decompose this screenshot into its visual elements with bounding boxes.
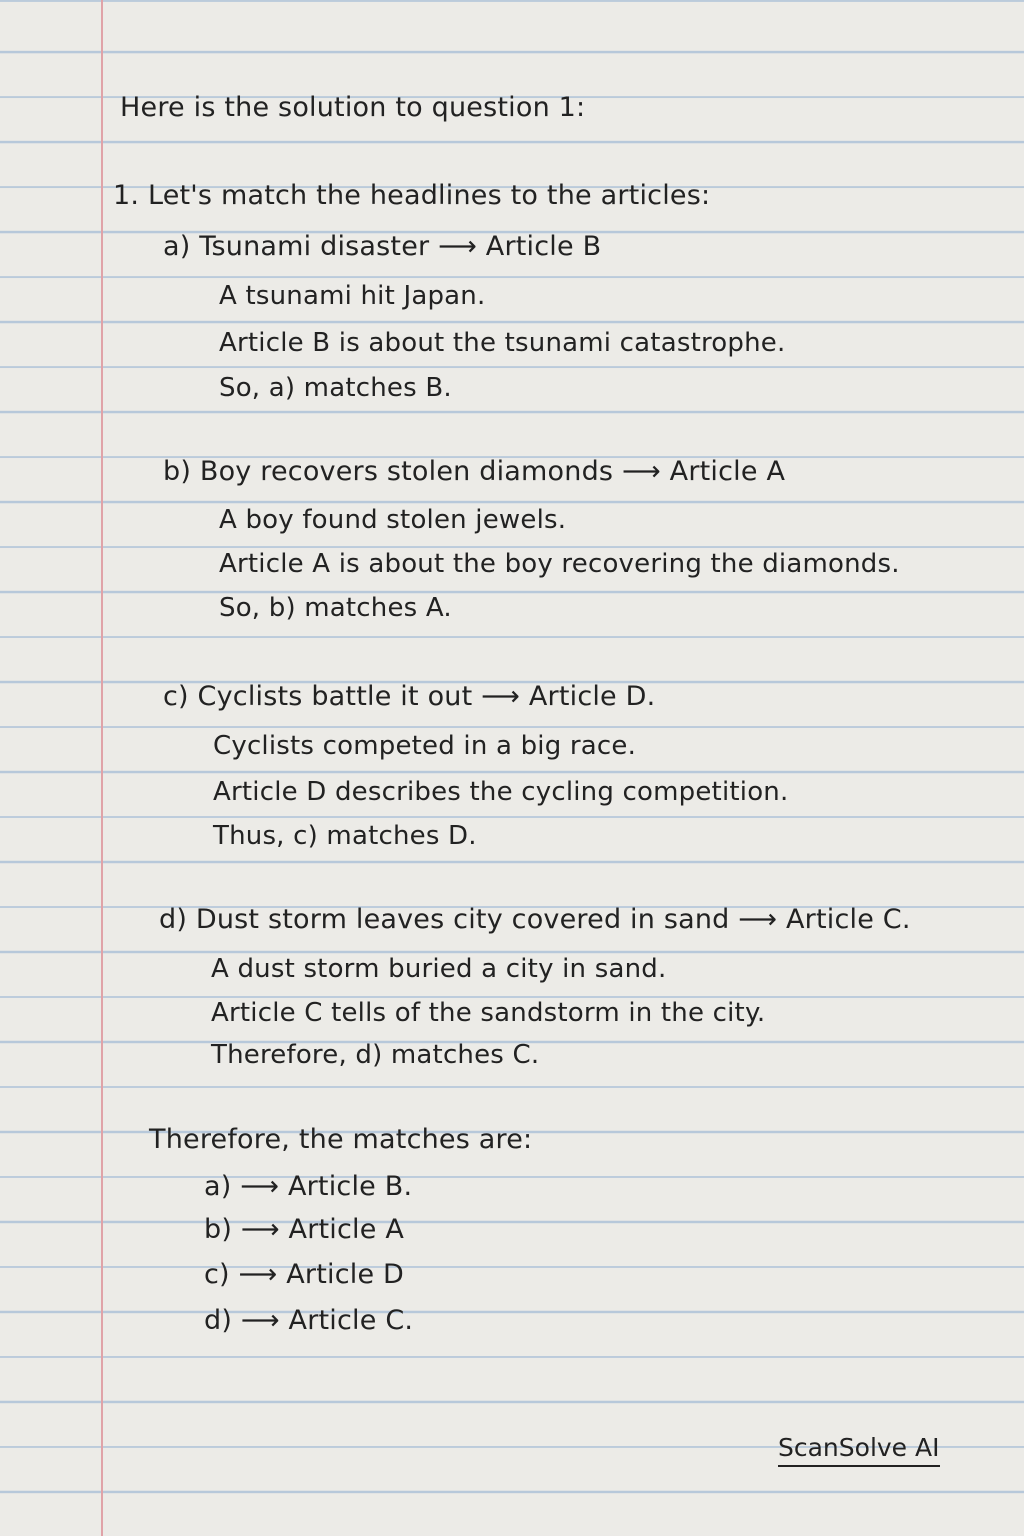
summary-item: c) ⟶ Article D [204, 1259, 405, 1290]
part-d-line: A dust storm buried a city in sand. [211, 954, 667, 984]
part-a-headline: a) Tsunami disaster ⟶ Article B [163, 231, 602, 262]
part-c-headline: c) Cyclists battle it out ⟶ Article D. [163, 681, 656, 712]
part-b-line: So, b) matches A. [219, 593, 452, 623]
part-c-line: Cyclists competed in a big race. [213, 731, 637, 761]
question-title: 1. Let's match the headlines to the articles: [113, 180, 711, 211]
margin-line [101, 0, 103, 1536]
summary-item: a) ⟶ Article B. [204, 1171, 413, 1202]
summary-title: Therefore, the matches are: [149, 1124, 533, 1155]
part-d-line: Article C tells of the sandstorm in the city. [211, 998, 766, 1028]
part-b-headline: b) Boy recovers stolen diamonds ⟶ Article A [163, 456, 786, 487]
summary-item: b) ⟶ Article A [204, 1214, 405, 1245]
part-a-line: So, a) matches B. [219, 373, 452, 403]
part-c-line: Article D describes the cycling competition. [213, 777, 789, 807]
part-a-line: Article B is about the tsunami catastrophe. [219, 328, 786, 358]
part-d-headline: d) Dust storm leaves city covered in sand ⟶ Article C. [159, 904, 911, 935]
scansolve-watermark: ScanSolve AI [778, 1432, 940, 1467]
intro-text: Here is the solution to question 1: [120, 92, 586, 123]
part-d-line: Therefore, d) matches C. [211, 1040, 540, 1070]
part-b-line: Article A is about the boy recovering the diamonds. [219, 549, 900, 579]
part-a-line: A tsunami hit Japan. [219, 281, 486, 311]
part-b-line: A boy found stolen jewels. [219, 505, 567, 535]
summary-item: d) ⟶ Article C. [204, 1305, 414, 1336]
part-c-line: Thus, c) matches D. [213, 821, 477, 851]
